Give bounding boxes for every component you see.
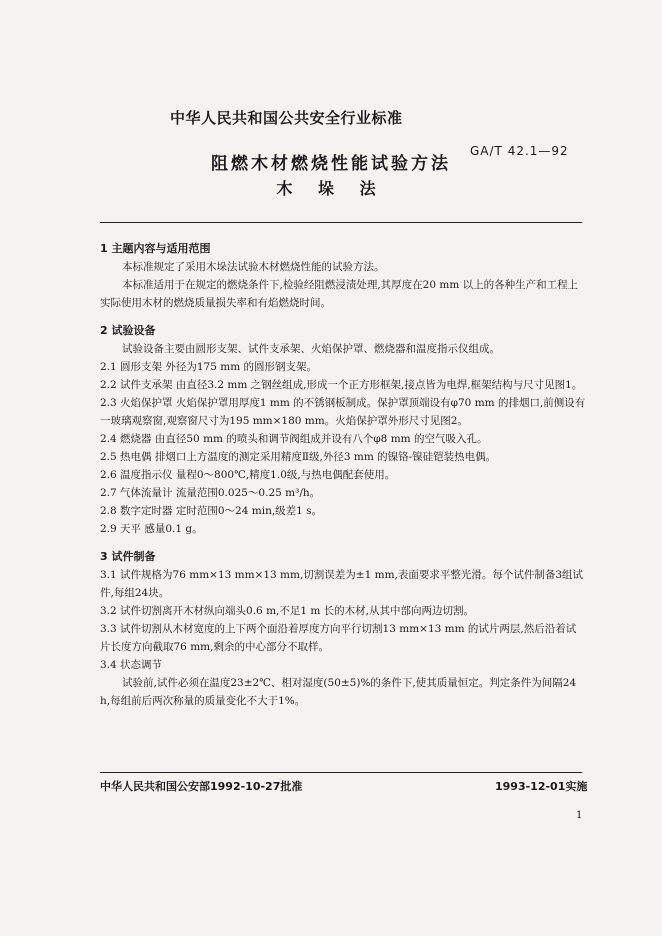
document-title: 阻燃木材燃烧性能试验方法 [211,154,451,174]
clause: 3.1 试件规格为76 mm×13 mm×13 mm,切割误差为±1 mm,表面要求平整光滑。每个试件制备3组试件,每组24块。 [100,569,584,599]
clause: 2.1 圆形支架 外径为175 mm 的圆形钢支架。 [100,361,318,373]
page-number: 1 [576,810,583,821]
document-subtitle: 木 垛 法 [276,179,386,198]
approval-line: 中华人民共和国公安部1992-10-27批准 [100,780,303,793]
clause: 2.2 试件支承架 由直径3.2 mm 之钢丝组成,形成一个正方形框架,接点皆为电焊,框架结构与尺寸见图1。 [100,379,583,391]
clause: 2.8 数字定时器 定时范围0～24 min,级差1 s。 [100,505,323,517]
bottom-divider [100,772,582,773]
org-title: 中华人民共和国公共安全行业标准 [170,109,403,127]
clause: 2.7 气体流量计 流量范围0.025～0.25 m³/h。 [100,487,321,499]
paragraph: 试验前,试件必须在温度23±2℃、相对湿度(50±5)%的条件下,使其质量恒定。判定条件为间隔24 h,每组前后两次称量的质量变化不大于1%。 [100,677,577,707]
section-heading: 1 主题内容与适用范围 [100,242,211,255]
standard-code: GA/T 42.1—92 [470,144,569,158]
clause: 2.4 燃烧器 由直径50 mm 的喷头和调节阀组成并设有八个φ8 mm 的空气吸入孔。 [100,433,488,445]
clause: 2.5 热电偶 排烟口上方温度的测定采用精度Ⅱ级,外径3 mm 的镍铬-镍硅铠装热电偶。 [100,451,497,463]
clause: 3.2 试件切割离开木材纵向端头0.6 m,不足1 m 长的木材,从其中部向两边切割。 [100,605,475,617]
document-body [100,240,586,710]
clause: 3.3 试件切割从木材宽度的上下两个面沿着厚度方向平行切割13 mm×13 mm 的试片两层,然后沿着试片长度方向截取76 mm,剩余的中心部分不取样。 [100,623,577,653]
paragraph: 本标准适用于在规定的燃烧条件下,检验经阻燃浸渍处理,其厚度在20 mm 以上的各种生产和工程上实际使用木材的燃烧质量损失率和有焰燃烧时间。 [100,279,579,309]
section-heading: 3 试件制备 [100,550,156,563]
top-divider [100,222,582,223]
clause: 3.4 状态调节 [100,659,163,671]
clause: 2.6 温度指示仪 量程0～800℃,精度1.0级,与热电偶配套使用。 [100,469,396,481]
clause: 2.3 火焰保护罩 火焰保护罩用厚度1 mm 的不锈钢板制成。保护罩顶端设有φ70 mm 的排烟口,前侧设有一玻璃观察窗,观察窗尺寸为195 mm×180 mm。火焰保护罩外形尺寸见图2。 [100,397,586,427]
paragraph: 试验设备主要由圆形支架、试件支承架、火焰保护罩、燃烧器和温度指示仪组成。 [122,343,500,355]
paragraph: 本标准规定了采用木垛法试验木材燃烧性能的试验方法。 [122,261,385,273]
clause: 2.9 天平 感量0.1 g。 [100,523,203,535]
effective-date: 1993-12-01实施 [495,780,588,793]
section-heading: 2 试验设备 [100,324,156,337]
